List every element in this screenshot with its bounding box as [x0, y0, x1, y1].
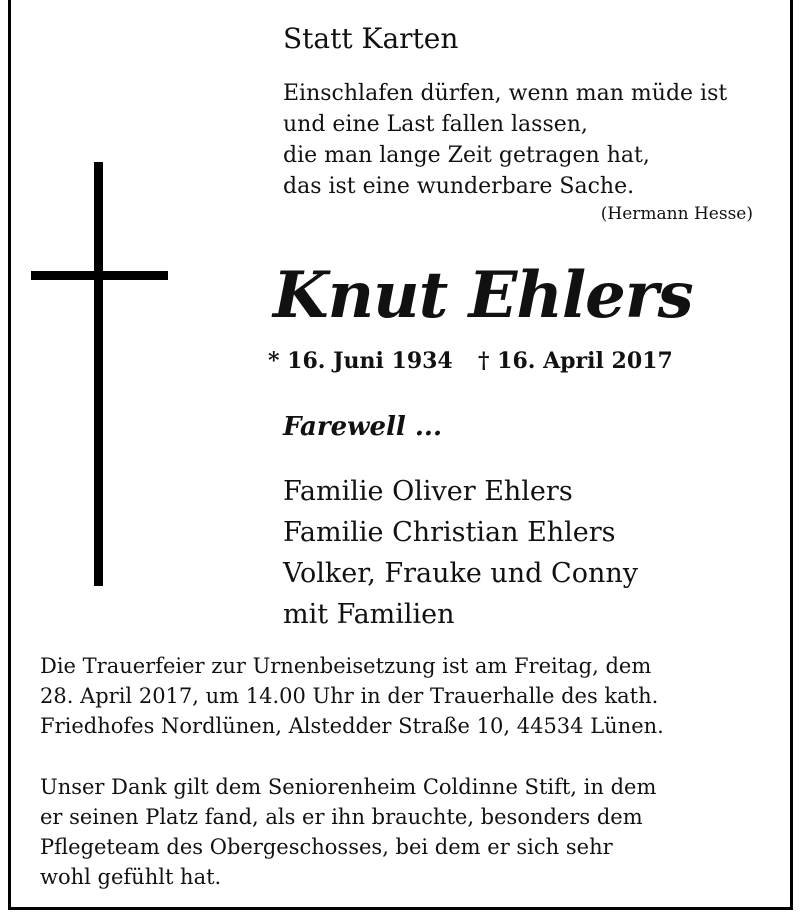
thanks-line: Unser Dank gilt dem Seniorenheim Coldinne Stift, in dem	[40, 775, 657, 799]
mourner-item: Volker, Frauke und Conny	[283, 558, 638, 589]
birth-date: * 16. Juni 1934	[268, 348, 453, 374]
cross-horizontal-bar	[31, 271, 168, 280]
thanks-line: wohl gefühlt hat.	[40, 865, 222, 889]
cross-vertical-bar	[94, 162, 103, 586]
poem	[283, 78, 727, 202]
thanks-line: er seinen Platz fand, als er ihn brauchte, besonders dem	[40, 805, 643, 829]
service-line: Die Trauerfeier zur Urnenbeisetzung ist am Freitag, dem	[40, 654, 652, 678]
poem-line: die man lange Zeit getragen hat,	[283, 143, 650, 168]
poem-line: und eine Last fallen lassen,	[283, 112, 588, 137]
mourners-list	[283, 471, 638, 635]
mourner-item: Familie Oliver Ehlers	[283, 476, 573, 507]
header-text: Statt Karten	[283, 22, 459, 55]
poem-line: das ist eine wunderbare Sache.	[283, 174, 635, 199]
poem-line: Einschlafen dürfen, wenn man müde ist	[283, 81, 728, 106]
poem-author: (Hermann Hesse)	[600, 204, 753, 224]
thanks-paragraph	[40, 772, 656, 892]
service-line: 28. April 2017, um 14.00 Uhr in der Trauerhalle des kath.	[40, 684, 659, 708]
mourner-item: Familie Christian Ehlers	[283, 517, 616, 548]
farewell-text: Farewell ...	[283, 412, 443, 442]
service-paragraph	[40, 651, 664, 741]
deceased-name: Knut Ehlers	[273, 258, 693, 333]
death-date: † 16. April 2017	[478, 348, 673, 374]
thanks-line: Pflegeteam des Obergeschosses, bei dem er sich sehr	[40, 835, 613, 859]
service-line: Friedhofes Nordlünen, Alstedder Straße 10, 44534 Lünen.	[40, 714, 664, 738]
mourner-item: mit Familien	[283, 599, 455, 630]
